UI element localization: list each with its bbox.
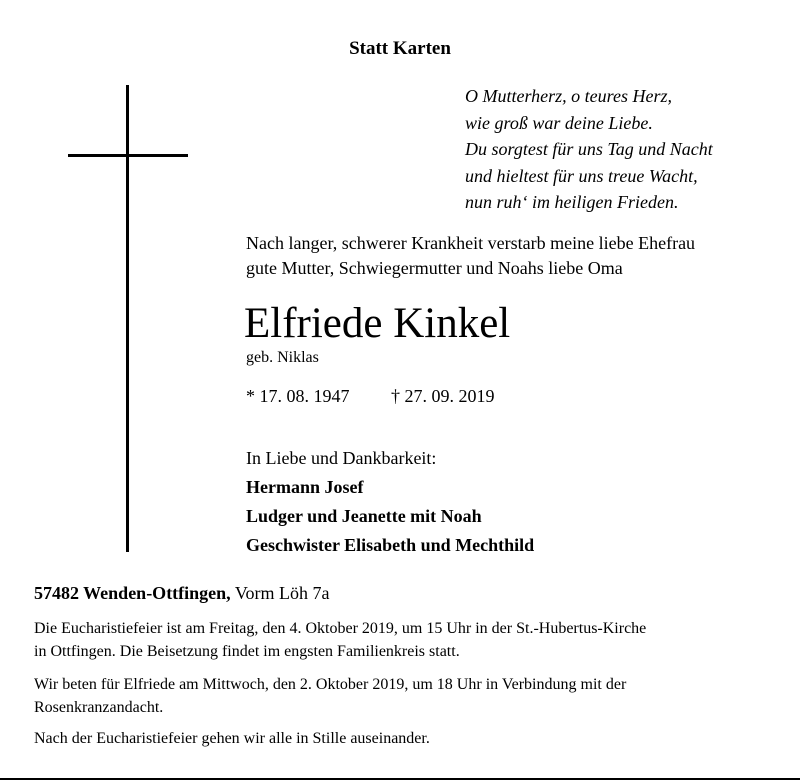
death-announcement — [246, 231, 695, 281]
address — [34, 583, 330, 604]
deceased-name: Elfriede Kinkel — [244, 300, 511, 347]
mass-info-line: in Ottfingen. Die Beisetzung findet im engsten Familienkreis statt. — [34, 643, 460, 660]
prayer-info-line: Rosenkranzandacht. — [34, 699, 164, 716]
address-street: Vorm Löh 7a — [234, 583, 330, 603]
prayer-info — [34, 673, 756, 719]
mass-info-line: Die Eucharistiefeier ist am Freitag, den 4. Oktober 2019, um 15 Uhr in der St.-Hubertus-Kirche — [34, 620, 647, 637]
mourners — [246, 444, 534, 560]
address-town: 57482 Wenden-Ottfingen, — [34, 583, 231, 603]
cross-icon-crossbar — [68, 154, 188, 157]
mass-info — [34, 617, 756, 663]
prayer-info-line: Wir beten für Elfriede am Mittwoch, den 2. Oktober 2019, um 18 Uhr in Verbindung mit der — [34, 676, 627, 693]
mourner-name: Hermann Josef — [246, 477, 364, 497]
closing-line: Nach der Eucharistiefeier gehen wir alle in Stille auseinander. — [34, 730, 430, 747]
birth-date: * 17. 08. 1947 — [246, 386, 350, 406]
announcement-line: gute Mutter, Schwiegermutter und Noahs liebe Oma — [246, 258, 623, 278]
mourners-intro: In Liebe und Dankbarkeit: — [246, 448, 437, 468]
poem-line: wie groß war deine Liebe. — [465, 112, 653, 133]
closing-note — [34, 727, 756, 750]
poem-line: Du sorgtest für uns Tag und Nacht — [465, 139, 713, 159]
life-dates — [246, 386, 495, 407]
poem-line: O Mutterherz, o teures Herz, — [465, 86, 672, 106]
heading: Statt Karten — [349, 38, 451, 59]
poem-line: und hieltest für uns treue Wacht, — [465, 165, 698, 186]
death-date: † 27. 09. 2019 — [391, 386, 495, 406]
maiden-name: geb. Niklas — [246, 349, 319, 366]
mourner-name: Geschwister Elisabeth und Mechthild — [246, 535, 535, 555]
poem-line: nun ruh‘ im heiligen Frieden. — [465, 192, 679, 212]
announcement-line: Nach langer, schwerer Krankheit verstarb meine liebe Ehefrau — [246, 233, 696, 253]
poem — [465, 83, 713, 216]
mourner-name: Ludger und Jeanette mit Noah — [246, 506, 482, 526]
